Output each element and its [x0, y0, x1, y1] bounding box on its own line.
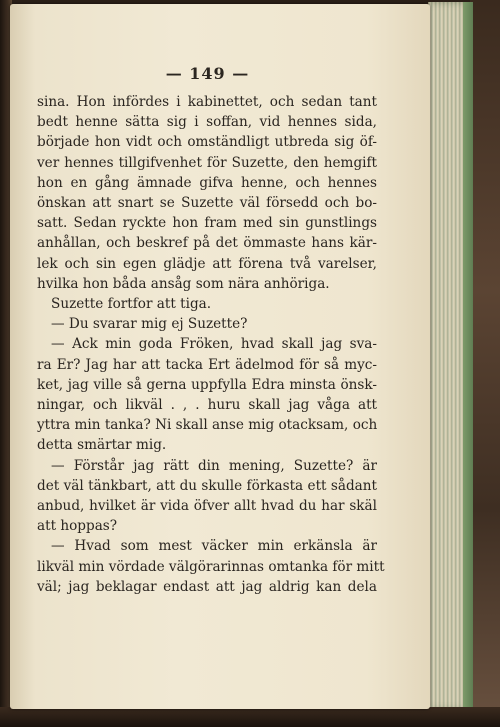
text-line: att hoppas? — [37, 518, 118, 535]
body-text — [37, 92, 385, 597]
text-line: väl; jag beklagar endast att jag aldrig kan dela — [37, 578, 377, 595]
text-line: satt. Sedan ryckte hon fram med sin gunstlings — [37, 215, 377, 232]
bottom-shadow — [0, 707, 500, 727]
text-line: anhållan, och beskref på det ömmaste hans kär- — [37, 235, 377, 252]
text-line: — Förstår jag rätt din mening, Suzette? är — [51, 457, 377, 474]
text-line: lek och sin egen glädje att förena två varelser, — [37, 255, 377, 272]
text-line: detta smärtar mig. — [37, 437, 167, 454]
text-line: bedt henne sätta sig i soffan, vid hennes sida, — [37, 114, 377, 131]
text-line: ket, jag ville så gerna uppfylla Edra minsta önsk- — [37, 376, 377, 393]
text-line: — Ack min goda Fröken, hvad skall jag sva- — [51, 336, 377, 353]
text-line: Suzette fortfor att tiga. — [51, 296, 212, 313]
page-edges — [428, 2, 473, 710]
text-line: yttra min tanka? Ni skall anse mig otacksam, och — [37, 417, 378, 434]
text-line: hon en gång ämnade gifva henne, och hennes — [37, 174, 377, 191]
book-page — [10, 4, 430, 709]
page-number: — 149 — — [165, 64, 250, 83]
text-line: anbud, hvilket är vida öfver allt hvad du har skäl — [37, 498, 377, 515]
text-line: likväl min vördade välgörarinnas omtanka för mitt — [37, 558, 385, 575]
text-line: ningar, och likväl . , . huru skall jag våga att — [37, 397, 377, 414]
text-line: hvilka hon båda ansåg som nära anhöriga. — [37, 275, 330, 292]
text-line: — Hvad som mest väcker min erkänsla är — [51, 538, 377, 555]
background-surface — [470, 0, 500, 727]
text-line: ra Er? Jag har att tacka Ert ädelmod för så myc- — [37, 356, 377, 373]
text-line: började hon vidt och omständligt utbreda sig öf- — [37, 134, 377, 151]
text-line: önskan att snart se Suzette väl försedd och bo- — [37, 195, 377, 212]
text-line: det väl tänkbart, att du skulle förkasta ett sådant — [37, 477, 377, 494]
text-line: ver hennes tillgifvenhet för Suzette, den hemgift — [37, 154, 377, 171]
text-line: — Du svarar mig ej Suzette? — [51, 316, 248, 333]
text-line: sina. Hon infördes i kabinettet, och sedan tant — [37, 94, 377, 110]
